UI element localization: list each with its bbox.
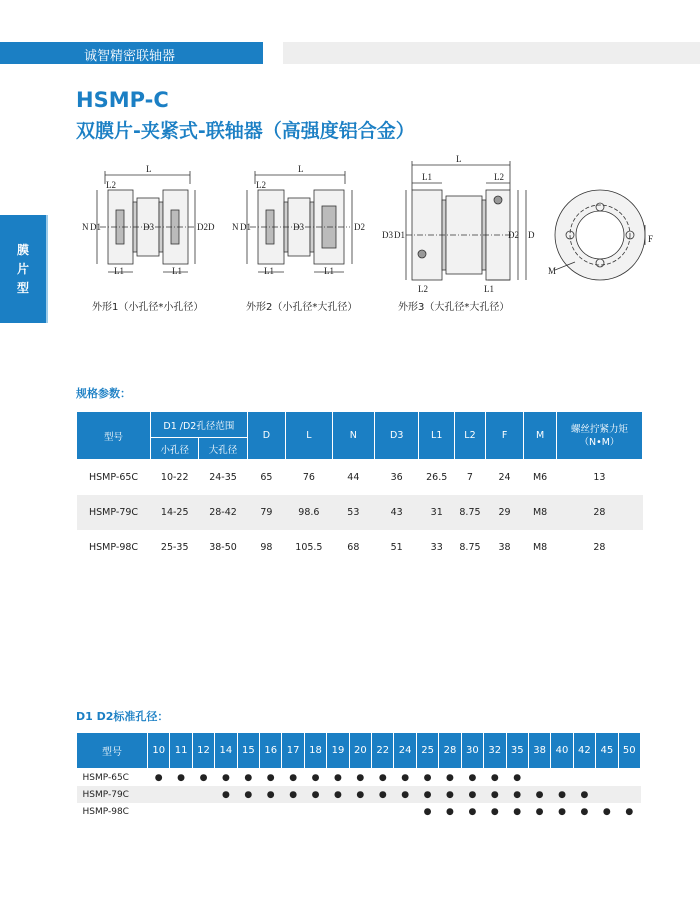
side-tab-char: 膜: [16, 242, 29, 257]
bores-row-model: HSMP-79C: [77, 786, 148, 803]
bores-header-size: 24: [394, 733, 416, 769]
spec-header-L2: L2: [455, 412, 486, 460]
cell-model: HSMP-65C: [89, 472, 139, 483]
cell-L2: 8.75: [459, 542, 481, 553]
cell-N: 68: [347, 542, 360, 553]
dim-L2-2: L2: [256, 180, 266, 190]
bore-available-dot: ●: [356, 772, 365, 783]
bore-available-dot: ●: [244, 772, 253, 783]
bore-available-dot: ●: [461, 786, 483, 803]
bores-header-size: 45: [596, 733, 618, 769]
spec-table: [76, 411, 643, 565]
spec-header-D: D: [247, 412, 285, 460]
cell-model: HSMP-98C: [89, 542, 139, 553]
cell-D3: 36: [390, 472, 403, 483]
dim-N-2: N: [232, 222, 239, 232]
bores-row-model: HSMP-98C: [82, 806, 129, 817]
bore-empty-cell: [192, 803, 214, 820]
bore-empty-cell: [551, 769, 573, 787]
bore-available-dot: ●: [221, 772, 230, 783]
bore-available-dot: ●: [535, 806, 544, 817]
bore-available-dot: ●: [237, 786, 259, 803]
bore-empty-cell: [528, 769, 550, 787]
bores-row-model: HSMP-65C: [82, 772, 129, 783]
cell-F: 38: [498, 542, 511, 553]
bores-header-size: 35: [506, 733, 528, 769]
technical-drawings: [70, 150, 670, 295]
bores-header-size: 11: [170, 733, 192, 769]
spec-header-D3: D3: [375, 412, 419, 460]
bore-available-dot: ●: [416, 786, 438, 803]
bores-header-size: 16: [260, 733, 282, 769]
side-tab-accent: [46, 215, 48, 323]
caption-shape-1: 外形1（小孔径*小孔径）: [92, 302, 204, 313]
bore-available-dot: ●: [372, 786, 394, 803]
bore-empty-cell: [215, 803, 237, 820]
cell-large: 28-42: [199, 495, 247, 530]
cell-D: 65: [260, 472, 273, 483]
bore-available-dot: ●: [349, 786, 371, 803]
brand-label: 诚智精密联轴器: [84, 49, 176, 64]
bores-header-size: 22: [372, 733, 394, 769]
spec-row: [77, 460, 643, 496]
bore-empty-cell: [618, 769, 640, 787]
bores-row: [77, 769, 641, 787]
bore-available-dot: ●: [289, 772, 298, 783]
bores-header-size: 10: [148, 733, 170, 769]
bore-available-dot: ●: [528, 786, 550, 803]
spec-header-large-bore: 大孔径: [199, 438, 247, 460]
bore-empty-cell: [260, 803, 282, 820]
cell-L2: 8.75: [455, 495, 486, 530]
bores-header-size: 25: [416, 733, 438, 769]
spec-header-torque-unit: （N•M）: [579, 436, 620, 448]
spec-header-L: L: [286, 412, 333, 460]
bore-available-dot: ●: [334, 772, 342, 783]
cell-model: HSMP-79C: [77, 495, 151, 530]
dim-L1-2a: L1: [264, 266, 274, 276]
bores-header-size: 50: [618, 733, 640, 769]
side-tab-diaphragm: [0, 215, 46, 323]
bore-empty-cell: [304, 803, 326, 820]
bore-available-dot: ●: [199, 772, 208, 783]
dim-N-1: N: [82, 222, 89, 232]
bore-available-dot: ●: [154, 772, 163, 783]
bores-header-size: 15: [237, 733, 259, 769]
dim-D2-1: D2: [197, 222, 208, 232]
dim-D-3: D: [528, 230, 535, 240]
bores-header-size: 30: [461, 733, 483, 769]
bores-header-model: 型号: [77, 733, 148, 769]
bores-header-size: 38: [528, 733, 550, 769]
cell-M: M6: [532, 472, 548, 483]
cell-L2: 7: [466, 472, 473, 483]
bores-header-size: 12: [192, 733, 214, 769]
dim-D-1: D: [208, 222, 215, 232]
bore-available-dot: ●: [423, 806, 432, 817]
bores-header-size: 14: [215, 733, 237, 769]
spec-header-N: N: [332, 412, 374, 460]
cell-D3: 51: [390, 542, 403, 553]
dim-L1-3b: L1: [484, 284, 494, 294]
side-tab-char: 片: [16, 261, 29, 276]
bore-available-dot: ●: [282, 786, 304, 803]
cell-D: 98: [260, 542, 273, 553]
bores-row: [77, 786, 641, 803]
cell-L1: 26.5: [426, 472, 448, 483]
bores-table: [76, 732, 641, 820]
bores-section-title: D1 D2标准孔径：: [76, 710, 169, 723]
cell-N: 53: [332, 495, 374, 530]
bore-empty-cell: [192, 786, 214, 803]
bore-available-dot: ●: [490, 806, 499, 817]
bore-available-dot: ●: [423, 772, 432, 783]
cell-small: 14-25: [151, 495, 199, 530]
cell-torque: 28: [593, 542, 606, 553]
bore-empty-cell: [596, 769, 618, 787]
bore-available-dot: ●: [327, 786, 349, 803]
dim-D3-2: D3: [293, 222, 304, 232]
bores-header-size: 20: [349, 733, 371, 769]
cell-L: 76: [302, 472, 315, 483]
dim-L1-1b: L1: [172, 266, 182, 276]
bore-available-dot: ●: [625, 806, 634, 817]
bore-empty-cell: [170, 786, 192, 803]
dim-L1-2b: L1: [324, 266, 334, 276]
bore-available-dot: ●: [490, 772, 499, 783]
bore-available-dot: ●: [177, 772, 186, 783]
cell-D3: 43: [375, 495, 419, 530]
bores-header-size: 19: [327, 733, 349, 769]
spec-header-bore-range: D1 /D2孔径范围: [151, 412, 248, 438]
bores-row: [77, 803, 641, 820]
spec-header-torque-label: 螺丝拧紧力矩: [570, 423, 628, 435]
cell-N: 44: [347, 472, 360, 483]
bore-available-dot: ●: [513, 806, 522, 817]
drawing-shape-3: [406, 161, 645, 280]
bore-available-dot: ●: [378, 772, 387, 783]
dim-F: F: [648, 234, 654, 244]
spec-header-model: 型号: [77, 412, 151, 460]
bore-available-dot: ●: [602, 806, 611, 817]
dim-L2-3b: L2: [418, 284, 428, 294]
bore-available-dot: ●: [304, 786, 326, 803]
cell-F: 24: [498, 472, 511, 483]
bores-header-size: 18: [304, 733, 326, 769]
header-grey-bar: [283, 42, 700, 64]
bore-empty-cell: [170, 803, 192, 820]
caption-shape-3: 外形3（大孔径*大孔径）: [398, 302, 510, 313]
bore-available-dot: ●: [573, 786, 595, 803]
bore-available-dot: ●: [513, 772, 522, 783]
bore-empty-cell: [148, 803, 170, 820]
cell-small: 25-35: [160, 542, 189, 553]
dim-M: M: [548, 266, 557, 276]
dim-L-1: L: [146, 164, 152, 174]
side-tab-char: 型: [16, 280, 29, 295]
bore-available-dot: ●: [446, 806, 454, 817]
dim-D3-3: D3: [382, 230, 393, 240]
dim-D2-3: D2: [508, 230, 519, 240]
side-tab-label: [17, 241, 29, 298]
cell-L1: 31: [419, 495, 455, 530]
bore-available-dot: ●: [260, 786, 282, 803]
bore-available-dot: ●: [439, 786, 461, 803]
cell-torque: 13: [593, 472, 606, 483]
spec-header-small-bore: 小孔径: [151, 438, 199, 460]
cell-L1: 33: [430, 542, 443, 553]
cell-large: 38-50: [209, 542, 237, 553]
dim-L2-1: L2: [106, 180, 116, 190]
cell-F: 29: [485, 495, 523, 530]
bore-available-dot: ●: [580, 806, 589, 817]
dim-D1-2: D1: [240, 222, 251, 232]
bore-available-dot: ●: [468, 772, 477, 783]
dim-L1-1a: L1: [114, 266, 124, 276]
bore-available-dot: ●: [311, 772, 320, 783]
bore-empty-cell: [596, 786, 618, 803]
cell-M: M8: [532, 542, 548, 553]
dim-L1-3a: L1: [422, 172, 432, 182]
cell-large: 24-35: [209, 472, 237, 483]
spec-header-torque: [556, 412, 642, 460]
bore-available-dot: ●: [394, 786, 416, 803]
spec-row: [77, 530, 643, 565]
dim-D3-1: D3: [143, 222, 154, 232]
bore-empty-cell: [618, 786, 640, 803]
bore-empty-cell: [394, 803, 416, 820]
bore-empty-cell: [237, 803, 259, 820]
bore-available-dot: ●: [484, 786, 506, 803]
bores-header-size: 17: [282, 733, 304, 769]
bore-empty-cell: [573, 769, 595, 787]
cell-L: 105.5: [295, 542, 323, 553]
dim-D2-2: D2: [354, 222, 365, 232]
dim-D1-1: D1: [90, 222, 101, 232]
bores-header-size: 32: [484, 733, 506, 769]
caption-shape-2: 外形2（小孔径*大孔径）: [246, 302, 358, 313]
bore-available-dot: ●: [215, 786, 237, 803]
bores-header-size: 28: [439, 733, 461, 769]
model-title: HSMP-C: [76, 88, 169, 112]
cell-D: 79: [247, 495, 285, 530]
bore-available-dot: ●: [401, 772, 410, 783]
spec-header-M: M: [524, 412, 557, 460]
spec-header-L1: L1: [419, 412, 455, 460]
product-subtitle: 双膜片-夹紧式-联轴器（高强度铝合金）: [76, 120, 415, 142]
spec-section-title: 规格参数：: [76, 387, 131, 400]
cell-small: 10-22: [160, 472, 189, 483]
bore-empty-cell: [327, 803, 349, 820]
spec-header-F: F: [485, 412, 523, 460]
bore-empty-cell: [349, 803, 371, 820]
bore-available-dot: ●: [446, 772, 454, 783]
bore-available-dot: ●: [506, 786, 528, 803]
bore-empty-cell: [282, 803, 304, 820]
bore-available-dot: ●: [468, 806, 477, 817]
bores-header-size: 40: [551, 733, 573, 769]
dim-L2-3a: L2: [494, 172, 504, 182]
dim-L-2: L: [298, 164, 304, 174]
bore-available-dot: ●: [558, 806, 566, 817]
cell-torque: 28: [556, 495, 642, 530]
bore-empty-cell: [148, 786, 170, 803]
dim-L-3: L: [456, 154, 462, 164]
cell-M: M8: [524, 495, 557, 530]
bore-available-dot: ●: [266, 772, 275, 783]
bores-header-size: 42: [573, 733, 595, 769]
cell-L: 98.6: [286, 495, 333, 530]
bore-empty-cell: [372, 803, 394, 820]
spec-row: [77, 495, 643, 530]
dim-D1-3: D1: [394, 230, 405, 240]
bore-available-dot: ●: [551, 786, 573, 803]
